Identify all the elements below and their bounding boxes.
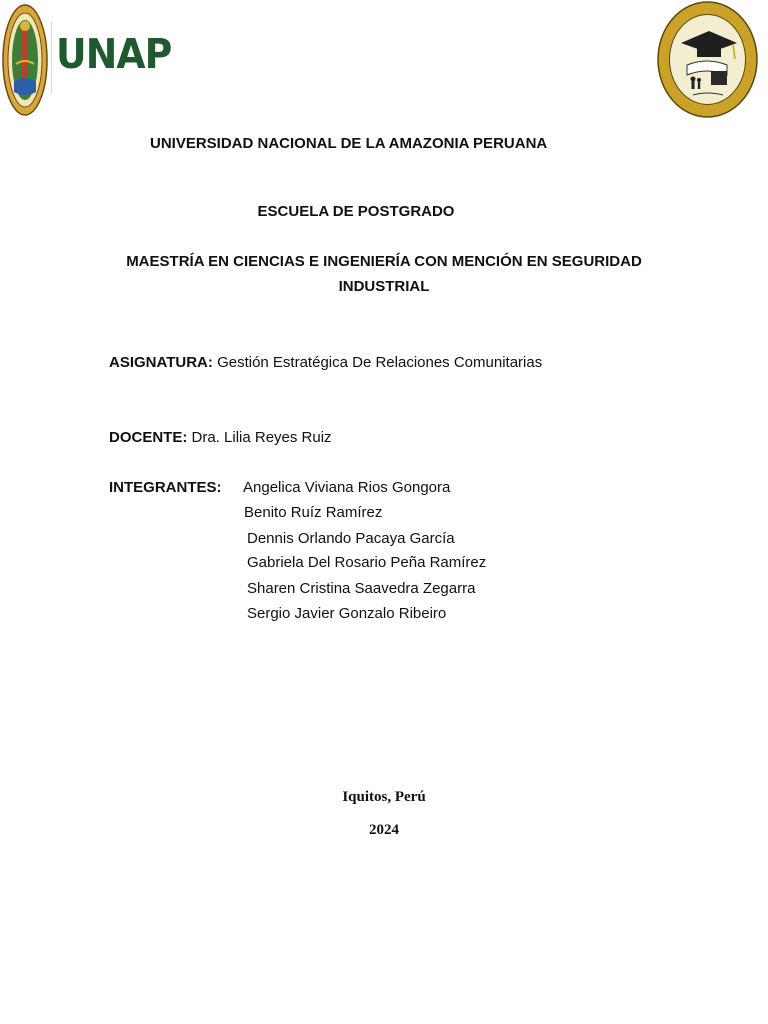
member-item: Dennis Orlando Pacaya García [247,530,455,547]
member-item: Sergio Javier Gonzalo Ribeiro [247,605,447,622]
program-title-line2: INDUSTRIAL [338,278,430,295]
member-item: Angelica Viviana Rios Gongora [243,479,451,496]
program-title-line1: MAESTRÍA EN CIENCIAS E INGENIERÍA CON MENCIÓN EN SEGURIDAD [126,253,642,270]
logo-divider [51,22,52,94]
member-item: Gabriela Del Rosario Peña Ramírez [247,554,487,571]
school-name: ESCUELA DE POSTGRADO [257,203,455,220]
postgrado-seal-logo [657,1,758,118]
university-name: UNIVERSIDAD NACIONAL DE LA AMAZONIA PERUANA [150,135,548,152]
teacher-value: Dra. Lilia Reyes Ruiz [191,429,332,446]
unap-wordmark: UNAP [56,30,172,78]
program-title [105,249,663,299]
subject-field [109,353,542,373]
subject-value: Gestión Estratégica De Relaciones Comunitarias [217,354,543,371]
teacher-label: DOCENTE: [109,429,188,446]
city-text: Iquitos, Perú [342,789,426,805]
year-text: 2024 [369,822,399,838]
unap-seal-logo [2,4,48,116]
members-label: INTEGRANTES: [109,479,222,496]
teacher-field [109,428,332,448]
member-item: Benito Ruíz Ramírez [244,504,383,521]
member-item: Sharen Cristina Saavedra Zegarra [247,580,476,597]
subject-label: ASIGNATURA: [109,354,213,371]
